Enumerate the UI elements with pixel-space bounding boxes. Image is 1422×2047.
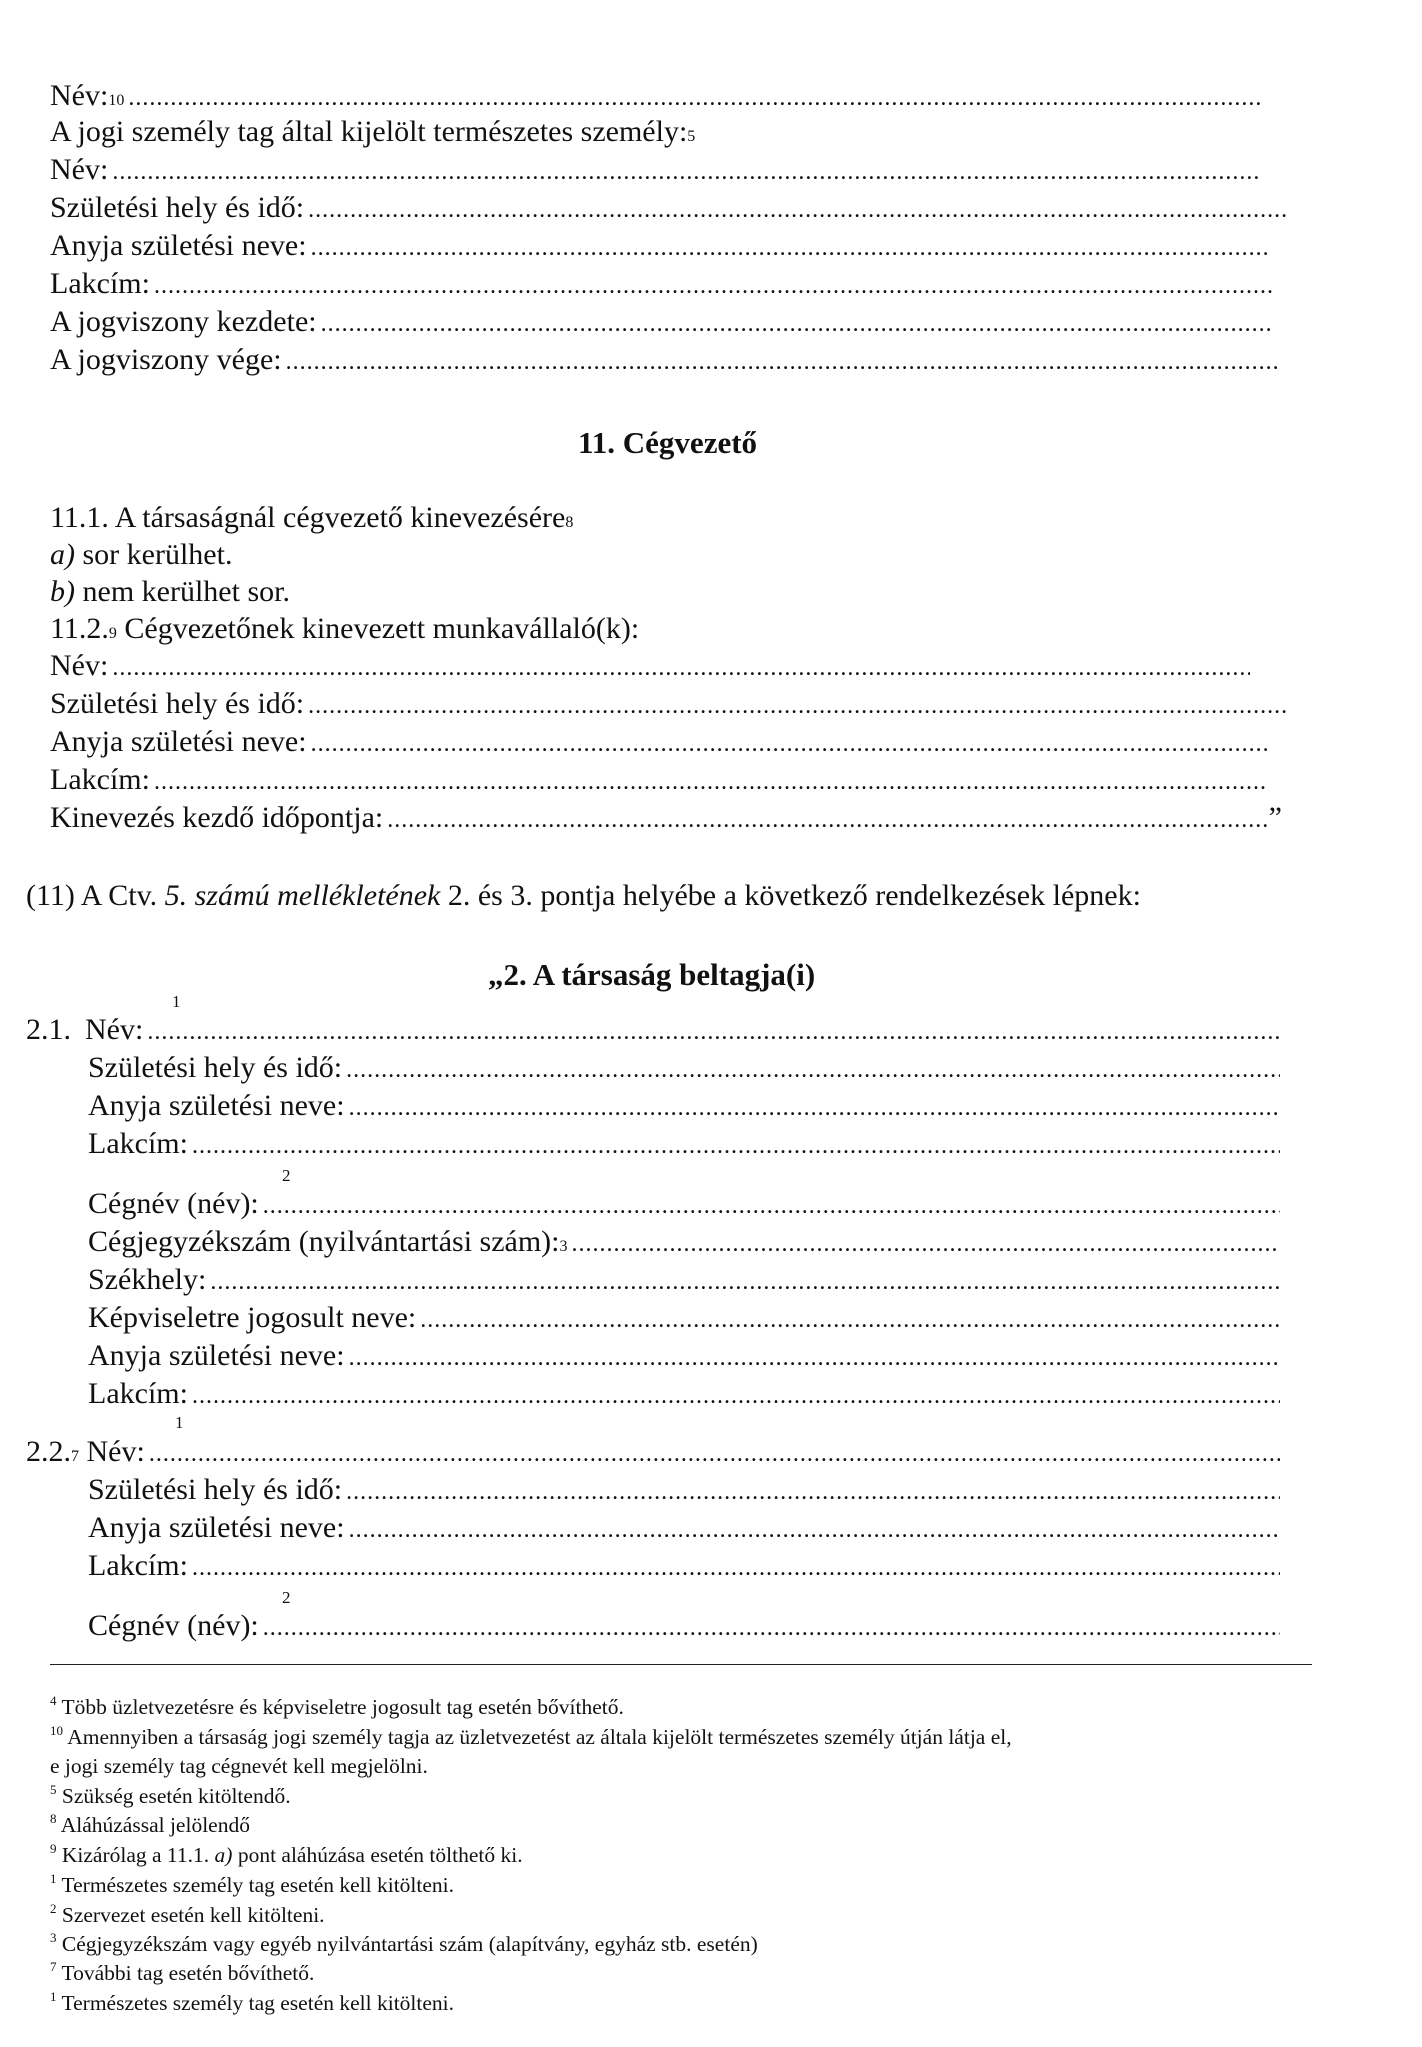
field-label: Képviseletre jogosult neve:	[88, 1301, 417, 1334]
fill-dots	[346, 1052, 1280, 1088]
option-marker: b)	[50, 575, 75, 608]
item-2-1-nev	[26, 1012, 1280, 1050]
field-anyja-neve	[50, 724, 1268, 762]
closing-quote: ”	[1268, 801, 1282, 834]
footnote-text: Több üzletvezetésre és képviseletre jogosult tag esetén bővíthető.	[61, 1695, 624, 1719]
footnote-item	[50, 1990, 454, 2016]
field-label: Lakcím:	[88, 1549, 188, 1582]
footnote-item	[50, 1753, 428, 1779]
footnote-number: 3	[50, 1930, 57, 1945]
footnote-text: e jogi személy tag cégnevét kell megjelölni.	[50, 1754, 428, 1778]
option-text: sor kerülhet.	[82, 538, 233, 571]
field-label: Lakcím:	[88, 1127, 188, 1160]
footnote-text: Szervezet esetén kell kitölteni.	[61, 1903, 325, 1927]
footnote-italic: a)	[214, 1843, 233, 1867]
fill-dots	[192, 1550, 1280, 1586]
field-label: Cégnév (név):	[88, 1187, 259, 1220]
footnote-item	[50, 1812, 250, 1838]
footnote-number: 1	[50, 1871, 57, 1886]
option-a	[50, 537, 232, 573]
fill-dots	[192, 1128, 1280, 1164]
field-label: Név:	[50, 649, 109, 682]
footnote-number: 9	[50, 1841, 57, 1856]
footnote-text: Kizárólag a 11.1.	[61, 1843, 210, 1867]
field-nev-10: Név: 10 .....	[50, 78, 1260, 116]
item-number: 2.2.	[26, 1435, 71, 1468]
field-szuletesi-hely	[88, 1472, 1280, 1510]
option-marker: a)	[50, 538, 75, 571]
fill-dots	[263, 1610, 1280, 1646]
footnote-item	[50, 1931, 758, 1957]
field-label: Név:	[50, 79, 109, 112]
item-2-2-nev: 2.2. 7 Név: .....	[26, 1434, 1280, 1472]
field-szekhely	[88, 1262, 1280, 1300]
field-anyja-neve	[88, 1338, 1280, 1376]
fill-dots	[149, 1436, 1280, 1472]
field-label: Anyja születési neve:	[50, 725, 307, 758]
footnote-item	[50, 1842, 523, 1868]
fill-dots	[286, 344, 1278, 380]
paragraph-text: A jogi személy tag által kijelölt természetes személy:	[50, 115, 688, 148]
fill-dots	[112, 154, 1260, 190]
footnote-text: További tag esetén bővíthető.	[61, 1961, 315, 1985]
field-label: Lakcím:	[88, 1377, 188, 1410]
footnote-number: 1	[50, 1989, 57, 2004]
field-lakcim	[88, 1376, 1280, 1414]
field-label: Név:	[50, 153, 109, 186]
field-label: Cégjegyzékszám (nyilvántartási szám):	[88, 1225, 560, 1258]
fill-dots	[420, 1302, 1280, 1338]
footnote-number: 2	[50, 1901, 57, 1916]
footnote-mark-2: 2	[282, 1588, 291, 1607]
section-11-heading: 11. Cégvezető	[578, 425, 758, 460]
fill-dots	[147, 1014, 1280, 1050]
footnote-text: Amennyiben a társaság jogi személy tagja az üzletvezetést az általa kijelölt természetes személy útján látja el,	[67, 1725, 1012, 1749]
fill-dots	[154, 764, 1268, 800]
field-label: A jogviszony vége:	[50, 343, 282, 376]
footnote-item	[50, 1960, 314, 1986]
footnote-text: Aláhúzással jelölendő	[60, 1813, 250, 1837]
field-cegnev	[88, 1186, 1280, 1224]
footnote-text: pont aláhúzása esetén tölthető ki.	[237, 1843, 523, 1867]
footnote-text: Természetes személy tag esetén kell kitölteni.	[61, 1991, 455, 2015]
fill-dots	[311, 230, 1270, 266]
option-b	[50, 574, 290, 610]
paragraph-text: 11.1. A társaságnál cégvezető kinevezésére	[50, 501, 566, 534]
footnote-separator	[50, 1664, 1312, 1665]
footnote-mark-1: 1	[175, 1413, 184, 1432]
field-label: Cégnév (név):	[88, 1609, 259, 1642]
field-label: Anyja születési neve:	[50, 229, 307, 262]
field-label: Születési hely és idő:	[88, 1473, 343, 1506]
fill-dots	[154, 268, 1272, 304]
fill-dots	[387, 802, 1268, 838]
fill-dots	[308, 688, 1288, 724]
footnote-number: 4	[50, 1693, 57, 1708]
fill-dots	[210, 1264, 1280, 1300]
field-cegjegyzekszam: Cégjegyzékszám (nyilvántartási szám): 3 .....	[88, 1224, 1280, 1262]
footnote-text: Cégjegyzékszám vagy egyéb nyilvántartási szám (alapítvány, egyház stb. esetén)	[61, 1932, 758, 1956]
field-lakcim	[50, 762, 1268, 800]
field-lakcim	[88, 1126, 1280, 1164]
field-szuletesi-hely	[50, 686, 1288, 724]
fill-dots	[192, 1378, 1280, 1414]
field-szuletesi-hely	[50, 190, 1288, 228]
amendment-text-italic: 5. számú mellékletének	[164, 879, 441, 912]
fill-dots	[263, 1188, 1280, 1224]
field-lakcim	[88, 1548, 1280, 1586]
field-label: Anyja születési neve:	[88, 1339, 345, 1372]
field-label: Anyja születési neve:	[88, 1511, 345, 1544]
field-cegnev	[88, 1608, 1280, 1646]
fill-dots	[349, 1512, 1280, 1548]
footnote-text: Szükség esetén kitöltendő.	[61, 1784, 291, 1808]
item-number: 2.1.	[26, 1013, 71, 1046]
amendment-text-1: (11) A Ctv.	[26, 879, 158, 912]
paragraph-text: Cégvezetőnek kinevezett munkavállaló(k):	[124, 612, 640, 645]
footnote-item	[50, 1872, 454, 1898]
field-label: Lakcím:	[50, 763, 150, 796]
field-label: Lakcím:	[50, 267, 150, 300]
field-jogviszony-vege	[50, 342, 1278, 380]
field-label: Név:	[86, 1435, 145, 1468]
field-kinevezes-kezdo	[50, 800, 1282, 838]
footnote-number: 5	[50, 1782, 57, 1797]
field-label: Anyja születési neve:	[88, 1089, 345, 1122]
field-anyja-neve	[88, 1510, 1280, 1548]
fill-dots	[349, 1340, 1280, 1376]
footnote-number: 10	[50, 1723, 63, 1738]
field-jogviszony-kezdete	[50, 304, 1272, 342]
field-label: Születési hely és idő:	[50, 687, 305, 720]
fill-dots	[346, 1474, 1280, 1510]
fill-dots	[349, 1090, 1280, 1126]
field-anyja-neve	[88, 1088, 1280, 1126]
field-label: Név:	[85, 1013, 144, 1046]
field-nev	[50, 648, 1250, 686]
footnote-number: 8	[50, 1811, 57, 1826]
field-label: Kinevezés kezdő időpontja:	[50, 801, 384, 834]
fill-dots	[311, 726, 1268, 762]
footnote-mark-2: 2	[282, 1166, 291, 1185]
fill-dots	[128, 80, 1260, 116]
field-nev	[50, 152, 1260, 190]
field-label: Születési hely és idő:	[50, 191, 305, 224]
footnote-item	[50, 1783, 291, 1809]
field-anyja-neve	[50, 228, 1270, 266]
field-lakcim	[50, 266, 1272, 304]
item-11-2: 11.2. 9 Cégvezetőnek kinevezett munkavállaló(k):	[50, 612, 640, 645]
footnote-number: 7	[50, 1959, 57, 1974]
footnote-item	[50, 1902, 325, 1928]
section-2-heading: „2. A társaság beltagja(i)	[488, 957, 816, 992]
fill-dots	[112, 650, 1250, 686]
item-number: 11.2.	[50, 612, 109, 645]
field-label: Székhely:	[88, 1263, 207, 1296]
amendment-text-2: 2. és 3. pontja helyébe a következő rendelkezések lépnek:	[447, 879, 1141, 912]
field-szuletesi-hely	[88, 1050, 1280, 1088]
item-11-1: 11.1. A társaságnál cégvezető kinevezésére 8	[50, 501, 574, 534]
field-label: Születési hely és idő:	[88, 1051, 343, 1084]
footnote-item	[50, 1724, 1012, 1750]
option-text: nem kerülhet sor.	[82, 575, 290, 608]
amendment-paragraph	[26, 878, 1141, 914]
footnote-mark-1: 1	[172, 992, 181, 1011]
footnote-item	[50, 1694, 624, 1720]
field-label: A jogviszony kezdete:	[50, 305, 317, 338]
footnote-text: Természetes személy tag esetén kell kitölteni.	[61, 1873, 455, 1897]
fill-dots	[308, 192, 1288, 228]
legal-person-designee-heading: A jogi személy tag által kijelölt természetes személy: 5	[50, 115, 696, 148]
field-kepviseletre-jogosult	[88, 1300, 1280, 1338]
fill-dots	[572, 1226, 1281, 1262]
fill-dots	[321, 306, 1272, 342]
